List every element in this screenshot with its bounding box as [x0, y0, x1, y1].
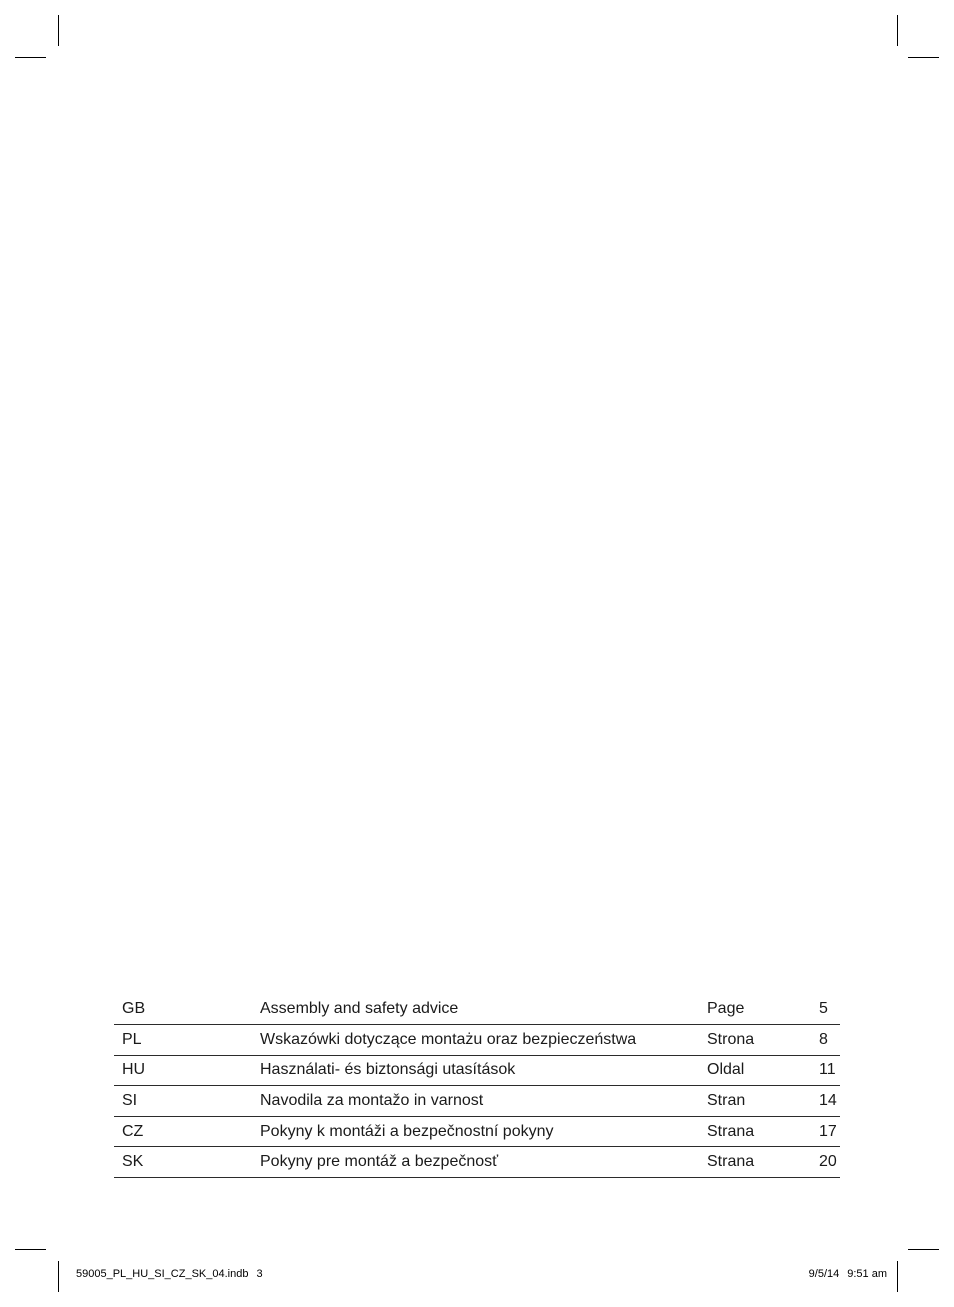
crop-mark-top-right-horizontal — [908, 57, 939, 58]
toc-page-number: 20 — [819, 1147, 840, 1178]
toc-language-code: GB — [114, 994, 260, 1025]
toc-row-sk — [114, 1147, 840, 1178]
toc-language-code: HU — [114, 1055, 260, 1086]
print-slug-date: 9/5/14 — [808, 1268, 840, 1280]
toc-language-code: SK — [114, 1147, 260, 1178]
toc-page-label: Strana — [707, 1116, 819, 1147]
toc-page-number: 14 — [819, 1086, 840, 1117]
crop-mark-bottom-left-horizontal — [15, 1249, 46, 1250]
toc-page-label: Oldal — [707, 1055, 819, 1086]
toc-section-title: Navodila za montažo in varnost — [260, 1086, 707, 1117]
toc-section-title: Assembly and safety advice — [260, 994, 707, 1025]
toc-page-number: 11 — [819, 1055, 840, 1086]
toc-page-label: Page — [707, 994, 819, 1025]
crop-mark-bottom-left-vertical — [58, 1261, 59, 1292]
toc-language-code: CZ — [114, 1116, 260, 1147]
toc-row-pl — [114, 1025, 840, 1056]
toc-page-label: Strona — [707, 1025, 819, 1056]
crop-mark-bottom-right-vertical — [897, 1261, 898, 1292]
toc-page-number: 8 — [819, 1025, 840, 1056]
crop-mark-bottom-right-horizontal — [908, 1249, 939, 1250]
toc-section-title: Használati- és biztonsági utasítások — [260, 1055, 707, 1086]
toc-row-cz — [114, 1116, 840, 1147]
toc-language-code: PL — [114, 1025, 260, 1056]
toc-section-title: Pokyny pre montáž a bezpečnosť — [260, 1147, 707, 1178]
print-slug-filename: 59005_PL_HU_SI_CZ_SK_04.indb — [76, 1268, 249, 1280]
toc-row-hu — [114, 1055, 840, 1086]
crop-mark-top-left-horizontal — [15, 57, 46, 58]
toc-language-code: SI — [114, 1086, 260, 1117]
toc-page-number: 17 — [819, 1116, 840, 1147]
crop-mark-top-left-vertical — [58, 15, 59, 46]
print-slug-time: 9:51 am — [847, 1268, 887, 1280]
toc-page-label: Strana — [707, 1147, 819, 1178]
print-slug-sheet-number: 3 — [256, 1268, 263, 1280]
print-slug-file-info — [76, 1268, 263, 1280]
toc-row-si — [114, 1086, 840, 1117]
toc-row-gb — [114, 994, 840, 1025]
table-of-contents — [114, 994, 840, 1178]
print-slug-timestamp — [809, 1268, 887, 1280]
toc-section-title: Pokyny k montáži a bezpečnostní pokyny — [260, 1116, 707, 1147]
toc-page-label: Stran — [707, 1086, 819, 1117]
toc-page-number: 5 — [819, 994, 840, 1025]
crop-mark-top-right-vertical — [897, 15, 898, 46]
toc-section-title: Wskazówki dotyczące montażu oraz bezpieczeństwa — [260, 1025, 707, 1056]
